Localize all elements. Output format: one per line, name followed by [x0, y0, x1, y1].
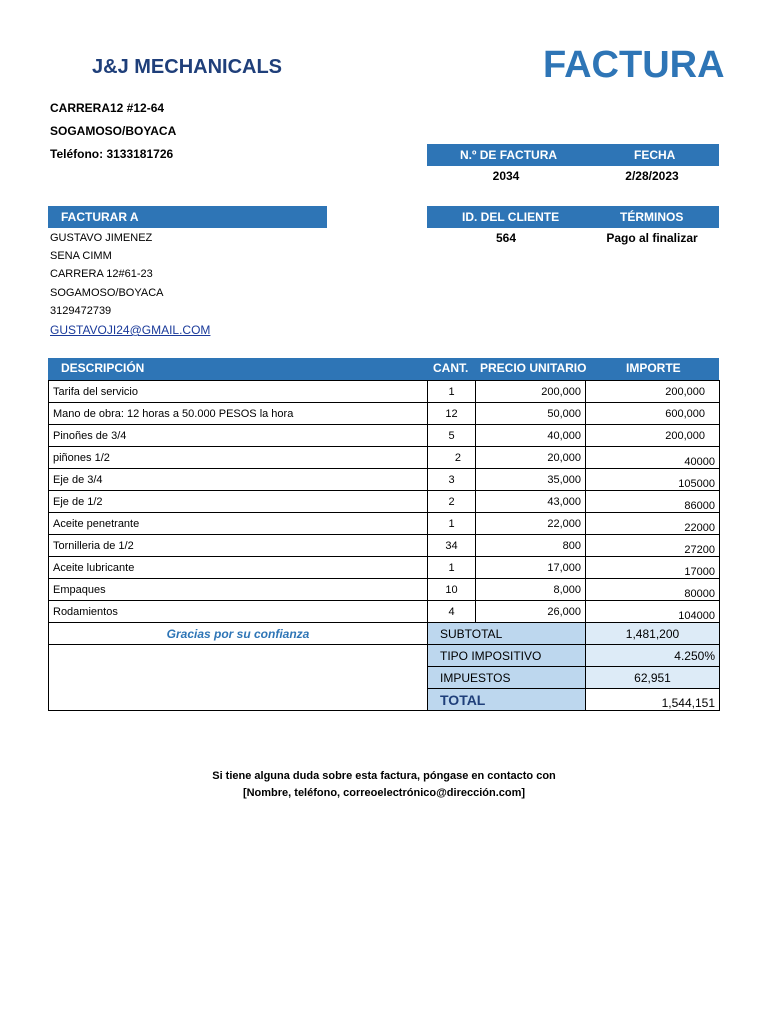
table-row — [49, 403, 720, 425]
item-description: Tornilleria de 1/2 — [49, 535, 428, 557]
table-row — [49, 535, 720, 557]
item-qty: 12 — [428, 403, 476, 425]
invoice-number: 2034 — [492, 169, 520, 183]
table-row — [49, 491, 720, 513]
company-name: J&J MECHANICALS — [92, 56, 283, 78]
summary-row-subtotal — [49, 623, 720, 645]
item-unit-price: 200,000 — [476, 381, 586, 403]
item-description: Eje de 1/2 — [49, 491, 428, 513]
item-qty: 10 — [428, 579, 476, 601]
payment-terms: Pago al finalizar — [606, 231, 698, 245]
client-organization: SENA CIMM — [50, 250, 112, 262]
date-label: FECHA — [634, 148, 676, 162]
company-phone: Teléfono: 3133181726 — [50, 147, 174, 161]
item-description: Aceite penetrante — [49, 513, 428, 535]
company-address-line1: CARRERA12 #12-64 — [50, 101, 165, 115]
total-value: 1,544,151 — [586, 689, 720, 711]
items-table — [48, 380, 720, 711]
item-unit-price: 40,000 — [476, 425, 586, 447]
item-unit-price: 50,000 — [476, 403, 586, 425]
item-amount: 104000 — [586, 601, 720, 623]
client-email-link[interactable]: GUSTAVOJI24@GMAIL.COM — [50, 323, 211, 337]
bill-to-label: FACTURAR A — [61, 210, 139, 224]
item-amount: 105000 — [586, 469, 720, 491]
items-header — [48, 358, 719, 380]
bill-to-header — [48, 206, 327, 228]
item-amount: 600,000 — [586, 403, 720, 425]
document-title: FACTURA — [543, 44, 725, 86]
summary-blank-cell — [49, 645, 428, 711]
item-qty: 1 — [428, 557, 476, 579]
table-row — [49, 381, 720, 403]
item-qty: 34 — [428, 535, 476, 557]
terms-label: TÉRMINOS — [620, 210, 684, 224]
item-amount: 80000 — [586, 579, 720, 601]
table-row — [49, 469, 720, 491]
company-address-line2: SOGAMOSO/BOYACA — [50, 124, 177, 138]
item-description: Empaques — [49, 579, 428, 601]
unit-price-header: PRECIO UNITARIO — [480, 361, 587, 375]
footer-contact-line2: [Nombre, teléfono, correoelectrónico@dirección.com] — [242, 787, 526, 799]
item-amount: 86000 — [586, 491, 720, 513]
qty-header: CANT. — [433, 361, 469, 375]
thanks-message: Gracias por su confianza — [49, 623, 428, 645]
taxes-label: IMPUESTOS — [428, 667, 586, 689]
client-id-label: ID. DEL CLIENTE — [462, 210, 560, 224]
item-unit-price: 35,000 — [476, 469, 586, 491]
client-name: GUSTAVO JIMENEZ — [50, 232, 153, 244]
item-qty: 2 — [428, 447, 476, 469]
client-id: 564 — [495, 231, 517, 245]
table-row — [49, 601, 720, 623]
table-row — [49, 513, 720, 535]
client-city: SOGAMOSO/BOYACA — [50, 287, 164, 299]
item-amount: 17000 — [586, 557, 720, 579]
summary-row-tax-rate — [49, 645, 720, 667]
table-row — [49, 579, 720, 601]
item-unit-price: 17,000 — [476, 557, 586, 579]
item-description: piñones 1/2 — [49, 447, 428, 469]
item-amount: 200,000 — [586, 425, 720, 447]
invoice-number-label: N.º DE FACTURA — [460, 148, 558, 162]
item-unit-price: 43,000 — [476, 491, 586, 513]
client-phone: 3129472739 — [50, 305, 112, 317]
item-qty: 5 — [428, 425, 476, 447]
footer-contact-line1: Si tiene alguna duda sobre esta factura, póngase en contacto con — [212, 770, 556, 782]
item-unit-price: 8,000 — [476, 579, 586, 601]
item-qty: 3 — [428, 469, 476, 491]
description-header: DESCRIPCIÓN — [61, 361, 145, 375]
invoice-meta-header — [427, 144, 719, 166]
item-unit-price: 20,000 — [476, 447, 586, 469]
item-amount: 27200 — [586, 535, 720, 557]
item-qty: 1 — [428, 513, 476, 535]
tax-rate-value: 4.250% — [586, 645, 720, 667]
total-label: TOTAL — [428, 689, 586, 711]
subtotal-value: 1,481,200 — [586, 623, 720, 645]
tax-rate-label: TIPO IMPOSITIVO — [428, 645, 586, 667]
table-row — [49, 557, 720, 579]
item-description: Tarifa del servicio — [49, 381, 428, 403]
item-description: Rodamientos — [49, 601, 428, 623]
item-description: Mano de obra: 12 horas a 50.000 PESOS la hora — [49, 403, 428, 425]
item-qty: 4 — [428, 601, 476, 623]
client-address: CARRERA 12#61-23 — [50, 268, 153, 280]
subtotal-label: SUBTOTAL — [428, 623, 586, 645]
item-description: Aceite lubricante — [49, 557, 428, 579]
item-amount: 40000 — [586, 447, 720, 469]
item-qty: 1 — [428, 381, 476, 403]
item-unit-price: 800 — [476, 535, 586, 557]
invoice-date: 2/28/2023 — [625, 169, 679, 183]
table-row — [49, 447, 720, 469]
item-description: Eje de 3/4 — [49, 469, 428, 491]
item-amount: 22000 — [586, 513, 720, 535]
item-unit-price: 26,000 — [476, 601, 586, 623]
amount-header: IMPORTE — [626, 361, 681, 375]
client-meta-header — [427, 206, 719, 228]
item-qty: 2 — [428, 491, 476, 513]
taxes-value: 62,951 — [586, 667, 720, 689]
table-row — [49, 425, 720, 447]
item-unit-price: 22,000 — [476, 513, 586, 535]
item-description: Pinoñes de 3/4 — [49, 425, 428, 447]
item-amount: 200,000 — [586, 381, 720, 403]
